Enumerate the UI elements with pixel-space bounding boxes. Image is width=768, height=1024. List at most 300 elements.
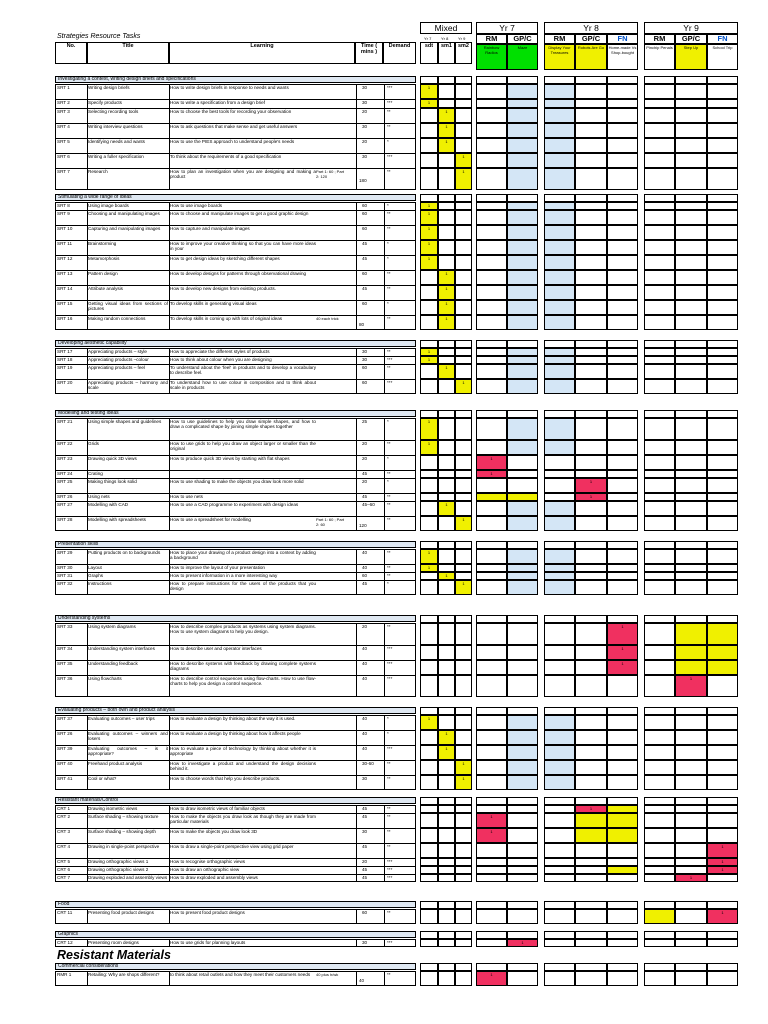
grid-cell xyxy=(476,501,507,516)
grid-header-cell xyxy=(675,76,707,84)
grid-cell xyxy=(438,843,455,858)
grid-cell xyxy=(544,971,575,986)
grid-cell xyxy=(607,715,638,730)
grid-cell xyxy=(607,440,638,455)
grid-mark-yellow xyxy=(675,623,707,645)
grid-cell xyxy=(575,270,607,285)
task-time: 20 xyxy=(362,859,368,864)
grid-header-cell xyxy=(455,410,472,418)
grid-cell xyxy=(544,470,575,478)
table-row xyxy=(55,356,416,364)
task-number: SRT 2 xyxy=(57,100,70,105)
task-demand: * xyxy=(387,731,389,736)
grid-header-cell xyxy=(607,194,638,202)
grid-header-cell xyxy=(544,340,575,348)
grid-cell xyxy=(455,660,472,675)
task-number: SRT 4 xyxy=(57,124,70,129)
task-title: Writing a fuller specification xyxy=(88,154,144,159)
task-time: 30 xyxy=(362,776,368,781)
task-time: 60 xyxy=(362,226,368,231)
grid-cell xyxy=(507,866,538,874)
task-learning: How to describe systems with feedback by drawing complete systems diagrams xyxy=(170,661,316,671)
grid-mark-yellow: 1 xyxy=(420,356,438,364)
grid-header-cell xyxy=(675,963,707,971)
grid-cell xyxy=(544,858,575,866)
task-title: Evaluating outcomes – winners and losers xyxy=(88,731,168,741)
grid-cell xyxy=(644,440,675,455)
grid-mark-blue xyxy=(507,270,538,285)
grid-header-cell xyxy=(607,901,638,909)
grid-cell xyxy=(455,828,472,843)
grid-header-cell xyxy=(476,410,507,418)
task-number: CRT 5 xyxy=(57,859,71,864)
grid-cell xyxy=(575,564,607,572)
grid-cell xyxy=(420,455,438,470)
grid-cell xyxy=(644,660,675,675)
grid-cell xyxy=(707,240,738,255)
grid-cell xyxy=(607,99,638,108)
grid-cell xyxy=(455,470,472,478)
grid-header-cell xyxy=(455,615,472,623)
section-heading: Understanding systems xyxy=(55,615,416,622)
grid-cell xyxy=(438,805,455,813)
task-learning: How to get design ideas by sketching different shapes xyxy=(170,256,280,261)
task-demand: *** xyxy=(387,940,393,945)
grid-cell xyxy=(438,971,455,986)
grid-header-cell xyxy=(455,340,472,348)
task-title: Surface shading – showing texture xyxy=(88,814,159,819)
grid-cell xyxy=(707,549,738,564)
task-demand: ** xyxy=(387,109,391,114)
task-demand: *** xyxy=(387,875,393,880)
grid-mark-blue xyxy=(544,775,575,790)
grid-cell xyxy=(707,202,738,210)
grid-header-cell xyxy=(544,931,575,939)
grid-cell xyxy=(644,580,675,595)
grid-header-cell xyxy=(507,76,538,84)
grid-cell xyxy=(644,168,675,190)
table-row xyxy=(55,255,416,270)
grid-cell xyxy=(455,285,472,300)
grid-cell xyxy=(707,730,738,745)
task-demand: * xyxy=(387,479,389,484)
grid-cell xyxy=(420,971,438,986)
grid-header-cell xyxy=(438,797,455,805)
task-learning: How to prepare instructions for the users of the products that you design xyxy=(170,581,316,591)
grid-cell xyxy=(544,866,575,874)
grid-mark-red: 1 xyxy=(707,909,738,924)
grid-cell xyxy=(420,572,438,580)
grid-cell xyxy=(438,470,455,478)
section-heading: Evaluating products – both own and product analysis xyxy=(55,707,416,714)
grid-cell xyxy=(476,675,507,697)
task-demand: ** xyxy=(387,761,391,766)
header-time: Time ( mins ) xyxy=(355,42,383,64)
task-demand: ** xyxy=(387,624,391,629)
subheader-desc-2: Display Your Treasures xyxy=(544,44,575,70)
task-time: 45 xyxy=(362,471,368,476)
task-title: Using system diagrams xyxy=(88,624,136,629)
grid-cell xyxy=(507,675,538,697)
section-heading: Stimulating a wide range of ideas xyxy=(55,194,416,201)
grid-cell xyxy=(575,440,607,455)
grid-cell xyxy=(644,99,675,108)
grid-cell xyxy=(607,971,638,986)
grid-cell xyxy=(438,813,455,828)
grid-cell xyxy=(507,455,538,470)
section-heading: Resistant materials/Control xyxy=(55,797,416,804)
grid-header-cell xyxy=(607,76,638,84)
task-demand: *** xyxy=(387,154,393,159)
grid-cell xyxy=(420,153,438,168)
grid-cell xyxy=(420,660,438,675)
grid-header-cell xyxy=(420,963,438,971)
grid-cell xyxy=(544,939,575,947)
grid-cell xyxy=(644,153,675,168)
grid-cell xyxy=(644,202,675,210)
grid-cell xyxy=(707,564,738,572)
grid-header-cell xyxy=(455,541,472,549)
grid-cell xyxy=(544,675,575,697)
table-row xyxy=(55,270,416,285)
grid-cell xyxy=(675,84,707,99)
grid-mark-blue xyxy=(507,300,538,315)
grid-mark-blue xyxy=(507,730,538,745)
grid-mark-blue xyxy=(507,255,538,270)
grid-cell xyxy=(438,564,455,572)
task-learning: How to use a spreadsheet for modelling xyxy=(170,517,251,522)
header-sm1: sm1 xyxy=(438,42,455,64)
grid-mark-blue xyxy=(507,84,538,99)
task-demand: * xyxy=(387,241,389,246)
grid-header-cell xyxy=(707,194,738,202)
grid-cell xyxy=(455,909,472,924)
grid-cell xyxy=(675,168,707,190)
task-number: SRT 39 xyxy=(57,746,73,751)
grid-cell xyxy=(607,210,638,225)
section-heading: Commercial considerations xyxy=(55,963,416,970)
grid-cell xyxy=(707,516,738,531)
task-number: SRT 34 xyxy=(57,646,73,651)
grid-mark-yellow xyxy=(707,645,738,660)
grid-mark-blue xyxy=(544,138,575,153)
grid-mark-yellow: 1 xyxy=(455,153,472,168)
grid-cell xyxy=(455,270,472,285)
grid-header-cell xyxy=(707,615,738,623)
section-heading: Developing aesthetic capability xyxy=(55,340,416,347)
grid-cell xyxy=(507,470,538,478)
task-demand: *** xyxy=(387,85,393,90)
grid-cell xyxy=(607,675,638,697)
grid-cell xyxy=(455,501,472,516)
grid-cell xyxy=(455,572,472,580)
grid-header-cell xyxy=(707,340,738,348)
task-demand: ** xyxy=(387,776,391,781)
task-demand: * xyxy=(387,456,389,461)
grid-cell xyxy=(575,379,607,394)
task-number: SRT 22 xyxy=(57,441,73,446)
grid-cell xyxy=(544,874,575,882)
task-learning: How to plan an investigation when you are designing and making a product xyxy=(170,169,316,179)
grid-mark-blue xyxy=(544,549,575,564)
grid-cell xyxy=(644,866,675,874)
task-demand: * xyxy=(387,581,389,586)
grid-cell xyxy=(476,715,507,730)
task-number: SRT 26 xyxy=(57,494,73,499)
grid-cell xyxy=(607,564,638,572)
grid-cell xyxy=(476,315,507,330)
grid-cell xyxy=(455,623,472,645)
grid-cell xyxy=(707,379,738,394)
grid-cell xyxy=(575,645,607,660)
grid-cell xyxy=(575,138,607,153)
grid-cell xyxy=(675,300,707,315)
grid-cell xyxy=(575,123,607,138)
task-learning: How to develop designs for patterns through observational drawing xyxy=(170,271,307,276)
grid-mark-yellow: 1 xyxy=(420,255,438,270)
task-number: SRT 9 xyxy=(57,211,70,216)
grid-cell xyxy=(438,240,455,255)
task-time: 40 xyxy=(362,661,368,666)
grid-header-cell xyxy=(455,931,472,939)
grid-cell xyxy=(675,470,707,478)
grid-header-cell xyxy=(455,797,472,805)
grid-mark-yellow: 1 xyxy=(438,300,455,315)
grid-cell xyxy=(707,123,738,138)
grid-cell xyxy=(707,356,738,364)
table-row xyxy=(55,939,416,947)
grid-header-cell xyxy=(455,76,472,84)
task-number: SRT 1 xyxy=(57,85,70,90)
grid-cell xyxy=(438,440,455,455)
grid-header-cell xyxy=(507,340,538,348)
grid-header-cell xyxy=(420,931,438,939)
task-number: SRT 11 xyxy=(57,241,73,246)
grid-header-cell xyxy=(607,615,638,623)
grid-header-cell xyxy=(707,963,738,971)
grid-cell xyxy=(476,225,507,240)
grid-cell xyxy=(476,84,507,99)
grid-cell xyxy=(455,210,472,225)
grid-cell xyxy=(455,745,472,760)
task-demand: ** xyxy=(387,316,391,321)
grid-mark-blue xyxy=(544,564,575,572)
grid-mark-blue xyxy=(544,300,575,315)
grid-header-cell xyxy=(644,340,675,348)
grid-mark-blue xyxy=(507,516,538,531)
grid-cell xyxy=(476,210,507,225)
grid-header-cell xyxy=(644,194,675,202)
grid-cell xyxy=(707,108,738,123)
grid-cell xyxy=(675,775,707,790)
grid-mark-yellow xyxy=(575,813,607,828)
grid-cell xyxy=(420,874,438,882)
task-learning: How to draw exploded and assembly views xyxy=(170,875,258,880)
task-time: 60 xyxy=(362,301,368,306)
task-title: Modelling with CAD xyxy=(88,502,129,507)
grid-cell xyxy=(575,300,607,315)
grid-cell xyxy=(438,580,455,595)
table-row xyxy=(55,364,416,379)
grid-cell xyxy=(644,858,675,866)
grid-cell xyxy=(476,440,507,455)
grid-cell xyxy=(707,760,738,775)
grid-header-cell xyxy=(575,194,607,202)
task-title: Writing design briefs xyxy=(88,85,130,90)
task-learning: How to produce quick 3D views by starting with flat shapes xyxy=(170,456,290,461)
grid-cell xyxy=(455,564,472,572)
task-title: Brainstorming xyxy=(88,241,117,246)
grid-header-cell xyxy=(507,963,538,971)
grid-header-cell xyxy=(707,410,738,418)
grid-cell xyxy=(455,549,472,564)
grid-cell xyxy=(644,348,675,356)
task-number: CRT 12 xyxy=(57,940,73,945)
grid-header-cell xyxy=(575,901,607,909)
grid-mark-red: 1 xyxy=(575,805,607,813)
grid-cell xyxy=(707,478,738,493)
grid-cell xyxy=(675,418,707,440)
grid-cell xyxy=(507,813,538,828)
grid-header-cell xyxy=(575,931,607,939)
grid-cell xyxy=(575,580,607,595)
grid-cell xyxy=(438,202,455,210)
grid-mark-blue xyxy=(507,745,538,760)
grid-cell xyxy=(575,549,607,564)
grid-mark-blue xyxy=(507,501,538,516)
grid-cell xyxy=(607,270,638,285)
grid-cell xyxy=(675,549,707,564)
grid-cell xyxy=(438,348,455,356)
grid-cell xyxy=(607,843,638,858)
task-title: Putting products on to backgrounds xyxy=(88,550,161,555)
grid-cell xyxy=(544,478,575,493)
grid-mark-yellow: 1 xyxy=(455,775,472,790)
task-learning: How to improve the layout of your presentation xyxy=(170,565,265,570)
grid-cell xyxy=(607,138,638,153)
grid-cell xyxy=(575,153,607,168)
table-row xyxy=(55,623,416,645)
grid-cell xyxy=(575,168,607,190)
grid-cell xyxy=(675,210,707,225)
table-row xyxy=(55,730,416,745)
grid-header-cell xyxy=(476,963,507,971)
table-row xyxy=(55,501,416,516)
subheader-4: FN xyxy=(607,34,638,44)
grid-cell xyxy=(575,470,607,478)
task-demand: ** xyxy=(387,972,391,977)
grid-header-cell xyxy=(675,901,707,909)
task-time: 45 xyxy=(362,875,368,880)
grid-cell xyxy=(544,645,575,660)
grid-cell xyxy=(455,730,472,745)
grid-cell xyxy=(707,84,738,99)
grid-mark-blue xyxy=(544,501,575,516)
grid-mark-yellow xyxy=(707,660,738,675)
grid-cell xyxy=(420,580,438,595)
task-number: SRT 36 xyxy=(57,676,73,681)
grid-header-cell xyxy=(607,797,638,805)
grid-cell xyxy=(476,580,507,595)
grid-cell xyxy=(420,645,438,660)
grid-cell xyxy=(644,971,675,986)
grid-header-cell xyxy=(544,194,575,202)
task-demand: ** xyxy=(387,806,391,811)
task-title: Drawing in single-point perspective xyxy=(88,844,160,849)
grid-header-cell xyxy=(644,931,675,939)
grid-cell xyxy=(607,730,638,745)
grid-mark-yellow: 1 xyxy=(420,225,438,240)
grid-mark-yellow xyxy=(675,660,707,675)
grid-cell xyxy=(575,675,607,697)
grid-mark-blue xyxy=(507,108,538,123)
task-title: Retailing: Why are shops different? xyxy=(88,972,160,977)
grid-cell xyxy=(675,745,707,760)
grid-cell xyxy=(476,99,507,108)
grid-cell xyxy=(544,805,575,813)
task-learning: How to recognise orthographic views xyxy=(170,859,246,864)
task-number: SRT 30 xyxy=(57,565,73,570)
section-heading: Presentation skills xyxy=(55,541,416,548)
grid-mark-yellow: 1 xyxy=(438,364,455,379)
grid-mark-blue xyxy=(507,99,538,108)
task-demand: ** xyxy=(387,471,391,476)
grid-mark-red: 1 xyxy=(476,971,507,986)
task-learning: To develop skills in coming up with lots of original ideas xyxy=(170,316,283,321)
grid-cell xyxy=(575,760,607,775)
grid-cell xyxy=(420,623,438,645)
grid-cell xyxy=(476,348,507,356)
grid-cell xyxy=(644,675,675,697)
grid-cell xyxy=(707,874,738,882)
subheader-2: RM xyxy=(544,34,575,44)
grid-cell xyxy=(455,813,472,828)
grid-cell xyxy=(607,153,638,168)
grid-cell xyxy=(575,202,607,210)
table-row xyxy=(55,843,416,858)
grid-cell xyxy=(476,138,507,153)
grid-header-cell xyxy=(420,410,438,418)
grid-cell xyxy=(476,549,507,564)
task-time: 40 plus h/wk xyxy=(316,972,339,977)
grid-cell xyxy=(644,379,675,394)
task-demand: ** xyxy=(387,550,391,555)
task-learning: How to draw a single-point perspective view using grid paper xyxy=(170,844,294,849)
mixed-year-3: Yr 9 xyxy=(458,36,466,41)
grid-mark-red: 1 xyxy=(476,455,507,470)
grid-header-cell xyxy=(420,707,438,715)
task-number: SRT 14 xyxy=(57,286,73,291)
grid-mark-red: 1 xyxy=(507,939,538,947)
task-learning: How to ask questions that make sense and get useful answers xyxy=(170,124,298,129)
grid-mark-yellow xyxy=(644,909,675,924)
grid-cell xyxy=(575,255,607,270)
grid-cell xyxy=(644,285,675,300)
grid-cell xyxy=(420,858,438,866)
grid-header-cell xyxy=(607,707,638,715)
grid-cell xyxy=(455,300,472,315)
grid-cell xyxy=(575,240,607,255)
task-title: Drawing quick 3D views xyxy=(88,456,137,461)
grid-cell xyxy=(575,745,607,760)
grid-header-cell xyxy=(438,901,455,909)
task-title: Identifying needs and wants xyxy=(88,139,145,144)
grid-mark-blue xyxy=(544,315,575,330)
grid-cell xyxy=(607,240,638,255)
task-number: SRT 6 xyxy=(57,154,70,159)
task-time-total: 80 xyxy=(359,321,365,327)
grid-mark-blue xyxy=(544,348,575,356)
